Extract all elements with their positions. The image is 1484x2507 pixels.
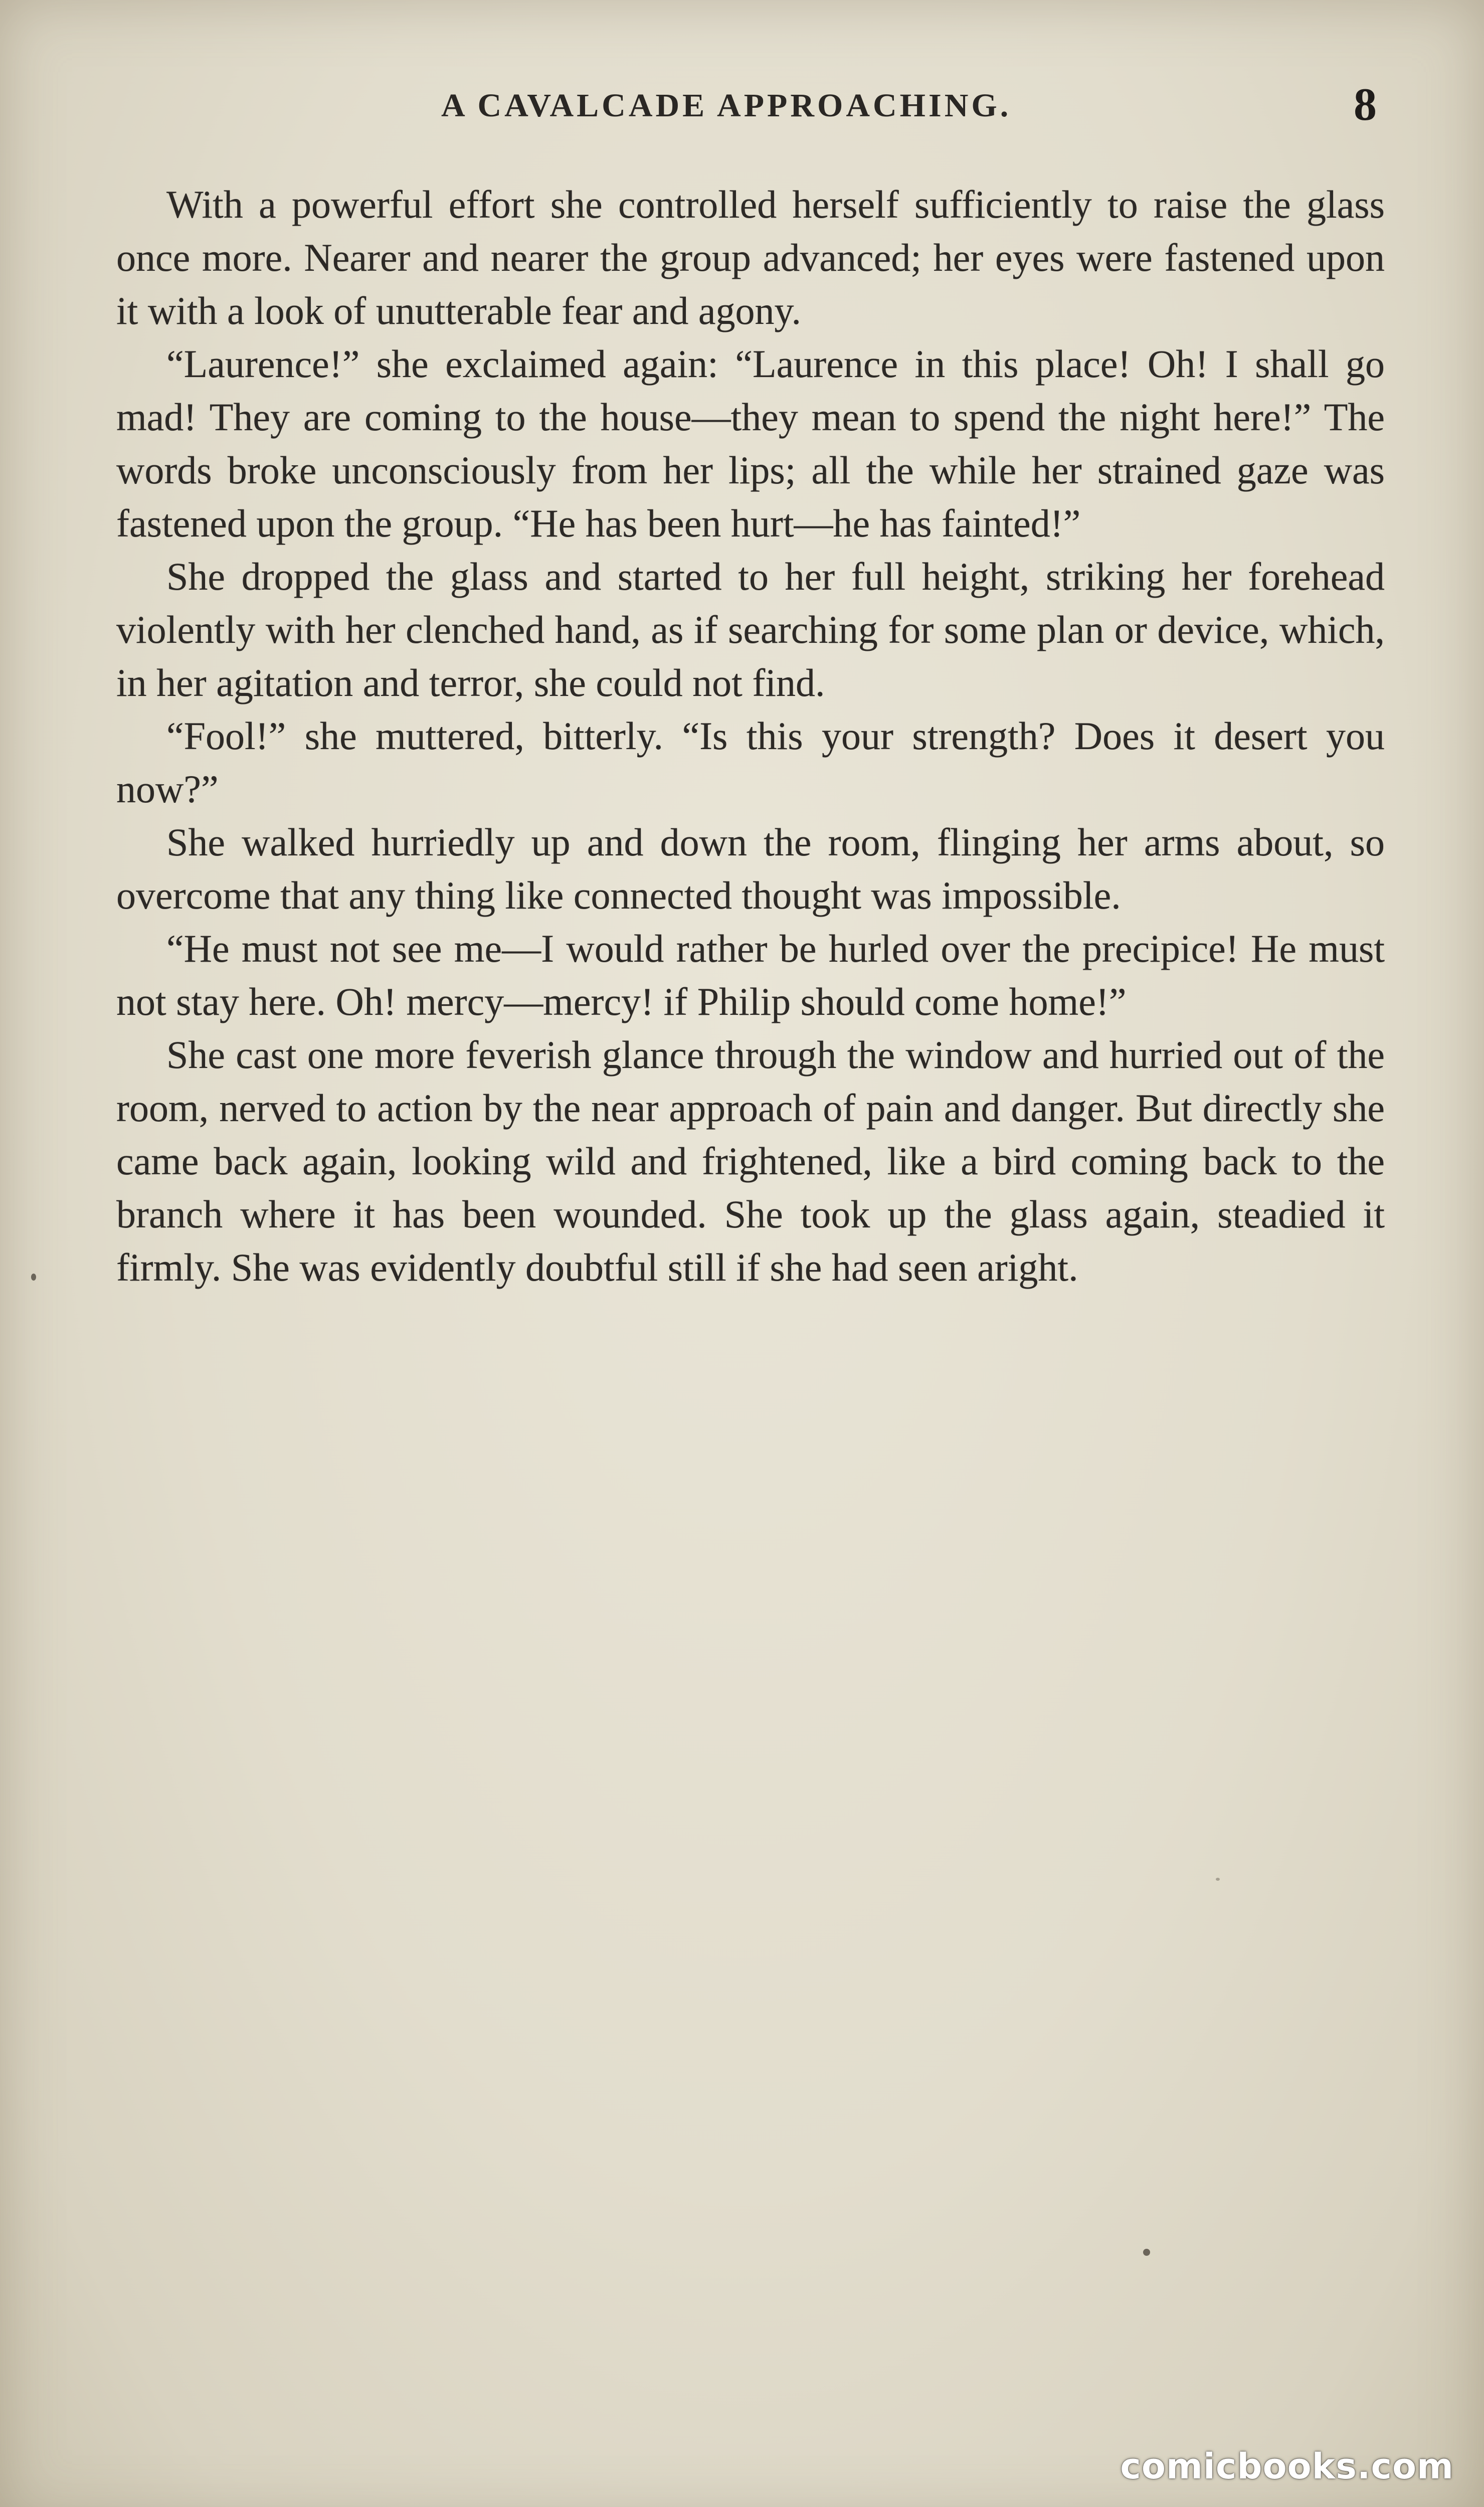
- paragraph: “Fool!” she muttered, bitterly. “Is this your strength? Does it desert you now?”: [116, 714, 1385, 811]
- paper-speck: [1143, 2249, 1150, 2256]
- body-text: [116, 178, 1385, 1294]
- running-head: A CAVALCADE APPROACHING.: [441, 87, 1012, 124]
- paragraph: She walked hurriedly up and down the room, flinging her arms about, so overcome that any thing like connected thought was impossible.: [116, 820, 1385, 917]
- page-number: 8: [1354, 79, 1377, 130]
- page-header: [0, 78, 1484, 138]
- paragraph: “Laurence!” she exclaimed again: “Laurence in this place! Oh! I shall go mad! They are coming to the house—they mean to spend the night here!” The words broke unconsciously from her lips; all the while her strained gaze was fastened upon the group. “He has been hurt—he has fainted!”: [116, 342, 1385, 545]
- paragraph: With a powerful effort she controlled herself sufficiently to raise the glass once more. Nearer and nearer the group advanced; her eyes were fastened upon it with a look of unutterable fear and agony.: [116, 183, 1385, 332]
- paper-speck: [1216, 1878, 1220, 1881]
- paragraph: She dropped the glass and started to her full height, striking her forehead violently with her clenched hand, as if searching for some plan or device, which, in her agitation and terror, she could not find.: [116, 555, 1385, 704]
- watermark: comicbooks.com: [1120, 2446, 1454, 2487]
- paragraph: “He must not see me—I would rather be hurled over the precipice! He must not stay here. Oh! mercy—mercy! if Philip should come home!”: [116, 927, 1385, 1023]
- paper-speck: [31, 1274, 36, 1281]
- paragraph: She cast one more feverish glance through the window and hurried out of the room, nerved to action by the near approach of pain and danger. But directly she came back again, looking wild and frightened, like a bird coming back to the branch where it has been wounded. She took up the glass again, steadied it firmly. She was evidently doubtful still if she had seen aright.: [116, 1033, 1385, 1289]
